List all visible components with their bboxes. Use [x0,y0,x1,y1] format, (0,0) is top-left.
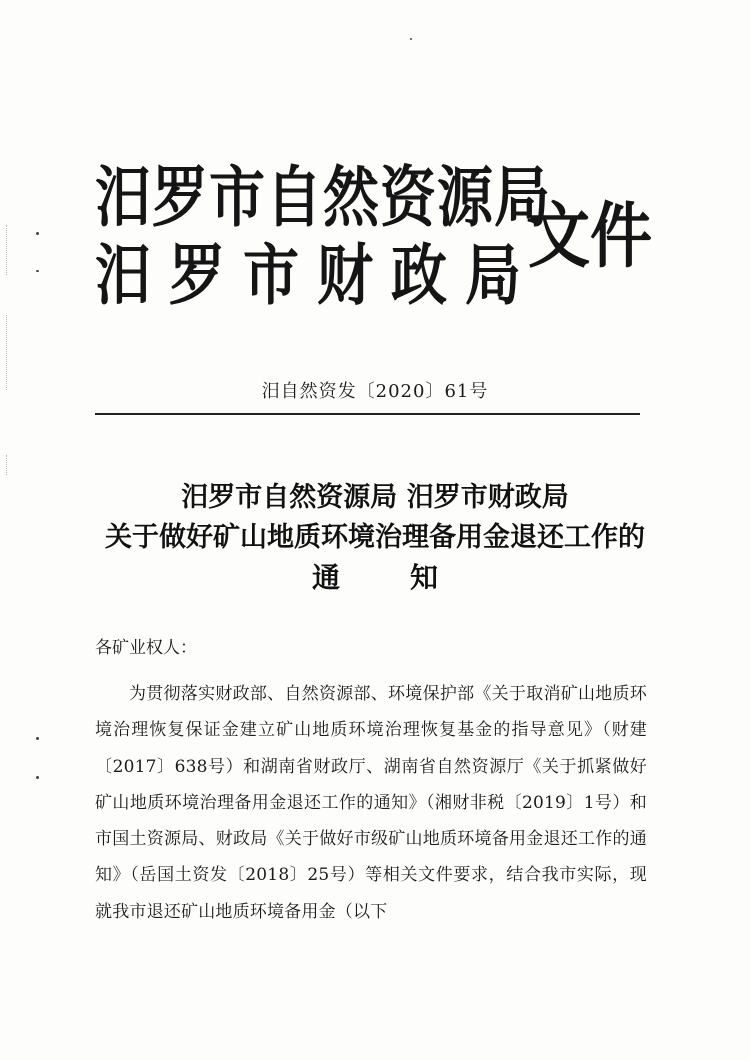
notice-title-char-1: 通 [311,561,340,594]
issuer-line-2: 汨罗市财政局 [95,236,539,315]
scan-speck [36,776,39,779]
scan-edge-mark [6,455,7,475]
scan-speck [36,737,39,740]
notice-title-line-2: 关于做好矿山地质环境治理备用金退还工作的 [105,522,645,553]
scan-edge-mark [6,225,7,275]
notice-title-char-2: 知 [410,561,439,594]
scan-speck [36,232,39,235]
file-word: 文件 [528,193,653,278]
scan-speck [410,38,412,40]
body-paragraph: 为贯彻落实财政部、自然资源部、环境保护部《关于取消矿山地质环境治理恢复保证金建立矿山地质环境治理恢复基金的指导意见》（财建〔2017〕638号）和湖南省财政厅、湖南省自然资源厅《关于抓紧做好矿山地质环境治理备用金退还工作的通知》（湘财非税〔2019〕1号）和市国土资源局、财政局《关于做好市级矿山地质环境备用金退还工作的通知》（岳国土资发〔2018〕25号）等相关文件要求，结合我市实际，现就我市退还矿山地质环境备用金（以下 [95,684,647,922]
notice-title-line-1: 汨罗市自然资源局 汨罗市财政局 [181,482,569,513]
notice-title-line-3 [0,560,750,596]
header-divider [95,413,640,415]
issuer-line-1: 汨罗市自然资源局 [95,158,551,237]
document-number: 汨自然资发〔2020〕61号 [261,381,489,402]
salutation: 各矿业权人： [95,638,197,658]
scan-speck [36,270,39,272]
